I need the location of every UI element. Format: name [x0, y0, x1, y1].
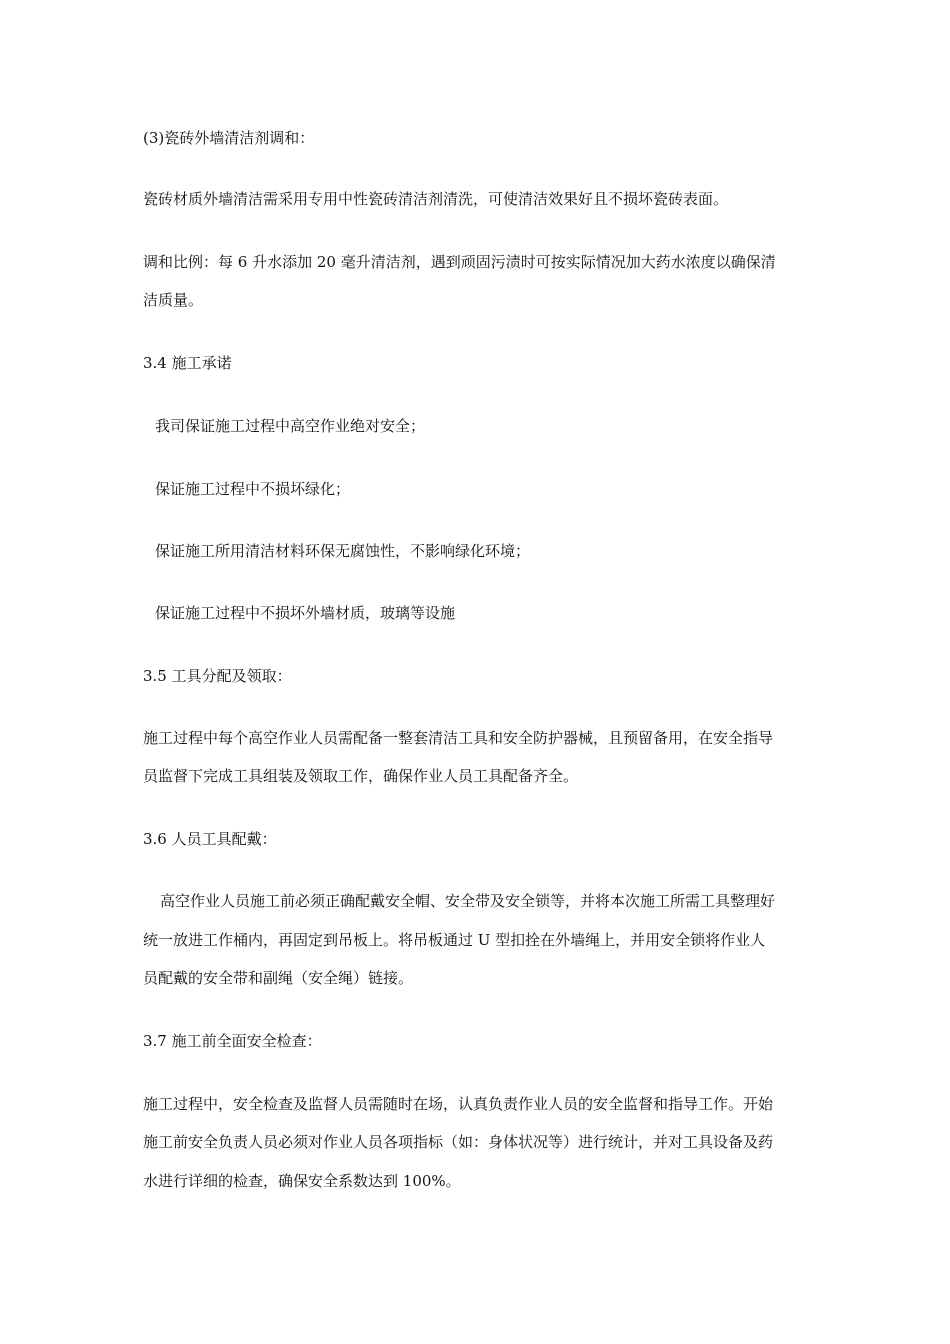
paragraph-line: 高空作业人员施工前必须正确配戴安全帽、安全带及安全锁等，并将本次施工所需工具整理好 — [160, 892, 776, 910]
paragraph-line: 员监督下完成工具组装及领取工作，确保作业人员工具配备齐全。 — [143, 767, 579, 785]
paragraph-line: 施工前安全负责人员必须对作业人员各项指标（如：身体状况等）进行统计，并对工具设备及药 — [143, 1133, 774, 1151]
subsection-heading-cleaner-mixing: (3)瓷砖外墙清洁剂调和： — [143, 129, 315, 147]
commitment-item: 保证施工所用清洁材料环保无腐蚀性，不影响绿化环境； — [155, 542, 531, 560]
paragraph-line: 瓷砖材质外墙清洁需采用专用中性瓷砖清洁剂清洗，可使清洁效果好且不损坏瓷砖表面。 — [143, 190, 729, 208]
section-heading-3-7: 3.7 施工前全面安全检查： — [143, 1032, 322, 1050]
commitment-item: 保证施工过程中不损坏绿化； — [155, 480, 351, 498]
section-heading-3-4: 3.4 施工承诺 — [143, 354, 232, 372]
commitment-item: 我司保证施工过程中高空作业绝对安全； — [155, 417, 426, 435]
section-heading-3-5: 3.5 工具分配及领取： — [143, 667, 292, 685]
paragraph-line: 水进行详细的检查，确保安全系数达到 100%。 — [143, 1172, 461, 1190]
commitment-item: 保证施工过程中不损坏外墙材质，玻璃等设施 — [155, 604, 456, 622]
paragraph-line: 施工过程中每个高空作业人员需配备一整套清洁工具和安全防护器械，且预留备用，在安全指导 — [143, 729, 774, 747]
paragraph-line: 洁质量。 — [143, 291, 204, 309]
paragraph-line: 员配戴的安全带和副绳（安全绳）链接。 — [143, 969, 414, 987]
paragraph-line: 调和比例：每 6 升水添加 20 毫升清洁剂，遇到顽固污渍时可按实际情况加大药水浓度以确保清 — [143, 253, 776, 271]
section-heading-3-6: 3.6 人员工具配戴： — [143, 830, 277, 848]
paragraph-line: 施工过程中，安全检查及监督人员需随时在场，认真负责作业人员的安全监督和指导工作。开始 — [143, 1095, 774, 1113]
paragraph-line: 统一放进工作桶内，再固定到吊板上。将吊板通过 U 型扣拴在外墙绳上，并用安全锁将作业人 — [143, 931, 766, 949]
